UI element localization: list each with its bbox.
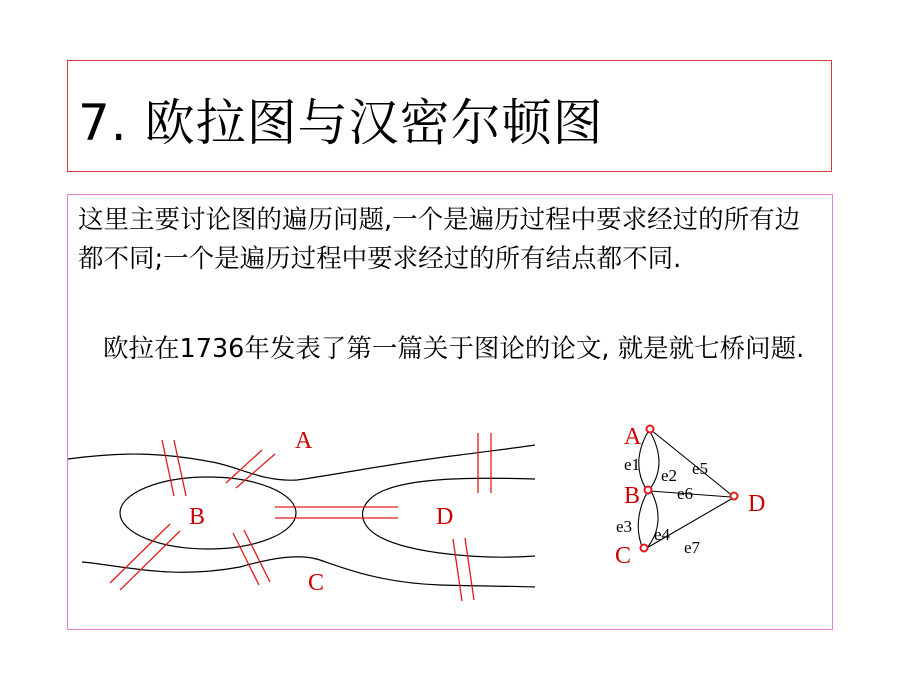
graph-node-c: C <box>615 543 632 569</box>
island-b <box>120 477 296 549</box>
edge-label-e1 <box>624 455 640 474</box>
bridges-map <box>68 445 535 587</box>
map-label-a: A <box>295 428 313 454</box>
edge-label-e2-text: e2 <box>661 466 678 485</box>
vertex-d-marker <box>731 493 738 500</box>
edge-label-e7 <box>684 538 701 557</box>
edge-label-e2 <box>661 466 677 485</box>
edge-label-e1-text: e1 <box>624 455 641 474</box>
vertex-a-marker <box>647 426 654 433</box>
paragraph-traversal: 这里主要讨论图的遍历问题,一个是遍历过程中要求经过的所有边都不同;一个是遍历过程中要求经过的所有结点都不同. <box>78 205 801 274</box>
graph-node-a: A <box>624 424 642 450</box>
edge-label-e7-text: e7 <box>684 538 701 557</box>
map-label-c: C <box>308 570 325 596</box>
vertex-c-marker <box>641 545 648 552</box>
edge-label-e4 <box>654 525 671 544</box>
map-label-d: D <box>436 504 454 530</box>
graph-node-b: B <box>624 483 641 509</box>
paragraph-euler-text: 欧拉在1736年发表了第一篇关于图论的论文, 就是就七桥问题. <box>103 334 805 364</box>
edge-label-e3 <box>616 517 632 536</box>
edge-label-e5 <box>692 459 708 478</box>
map-label-b: B <box>189 504 206 530</box>
vertex-b-marker <box>645 487 652 494</box>
edge-label-e6 <box>677 484 693 503</box>
slide-title: 7. 欧拉图与汉密尔顿图 <box>78 94 604 152</box>
edge-label-e3-text: e3 <box>616 517 633 536</box>
edge-e2 <box>649 430 659 489</box>
edge-label-e4-text: e4 <box>654 525 671 544</box>
graph-node-d: D <box>748 491 766 517</box>
edge-label-e5-text: e5 <box>692 459 709 478</box>
edge-label-e6-text: e6 <box>677 484 694 503</box>
